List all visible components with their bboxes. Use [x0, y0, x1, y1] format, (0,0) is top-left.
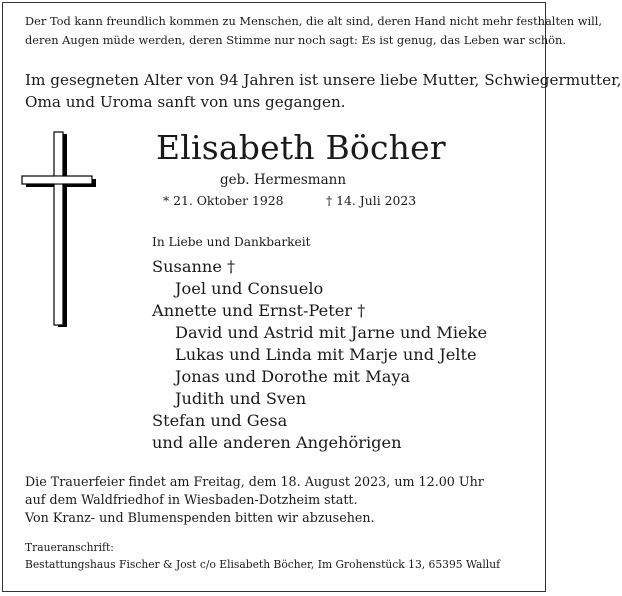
- birth-date: * 21. Oktober 1928: [163, 193, 284, 208]
- ceremony-line-3: Von Kranz- und Blumenspenden bitten wir abzusehen.: [25, 510, 375, 525]
- mourner-line: Susanne †: [152, 257, 236, 276]
- mourner-line: Lukas und Linda mit Marje und Jelte: [175, 345, 477, 364]
- mourner-line: Joel und Consuelo: [175, 279, 324, 298]
- address-label: Traueranschrift:: [25, 541, 114, 554]
- mourners-intro: In Liebe und Dankbarkeit: [152, 235, 311, 249]
- maiden-name: geb. Hermesmann: [220, 172, 347, 188]
- poem-line-1: Der Tod kann freundlich kommen zu Menschen, die alt sind, deren Hand nicht mehr festhalten will,: [25, 14, 603, 28]
- mourner-line: und alle anderen Angehörigen: [152, 433, 402, 452]
- deceased-name: Elisabeth Böcher: [156, 128, 446, 167]
- announcement-line-1: Im gesegneten Alter von 94 Jahren ist unsere liebe Mutter, Schwiegermutter,: [25, 71, 622, 89]
- ceremony-line-1: Die Trauerfeier findet am Freitag, dem 18. August 2023, um 12.00 Uhr: [25, 474, 484, 489]
- cross-icon: [20, 132, 100, 332]
- mourner-line: Stefan und Gesa: [152, 411, 288, 430]
- mourner-line: David und Astrid mit Jarne und Mieke: [175, 323, 488, 342]
- mourner-line: Annette und Ernst-Peter †: [152, 301, 366, 320]
- announcement-line-2: Oma und Uroma sanft von uns gegangen.: [25, 93, 346, 111]
- mourner-line: Judith und Sven: [175, 389, 307, 408]
- death-date: † 14. Juli 2023: [326, 193, 417, 208]
- poem-line-2: deren Augen müde werden, deren Stimme nur noch sagt: Es ist genug, das Leben war schön.: [25, 33, 566, 47]
- ceremony-line-2: auf dem Waldfriedhof in Wiesbaden-Dotzheim statt.: [25, 492, 358, 507]
- mourner-line: Jonas und Dorothe mit Maya: [175, 367, 411, 386]
- address-text: Bestattungshaus Fischer & Jost c/o Elisabeth Böcher, Im Grohenstück 13, 65395 Walluf: [25, 558, 501, 571]
